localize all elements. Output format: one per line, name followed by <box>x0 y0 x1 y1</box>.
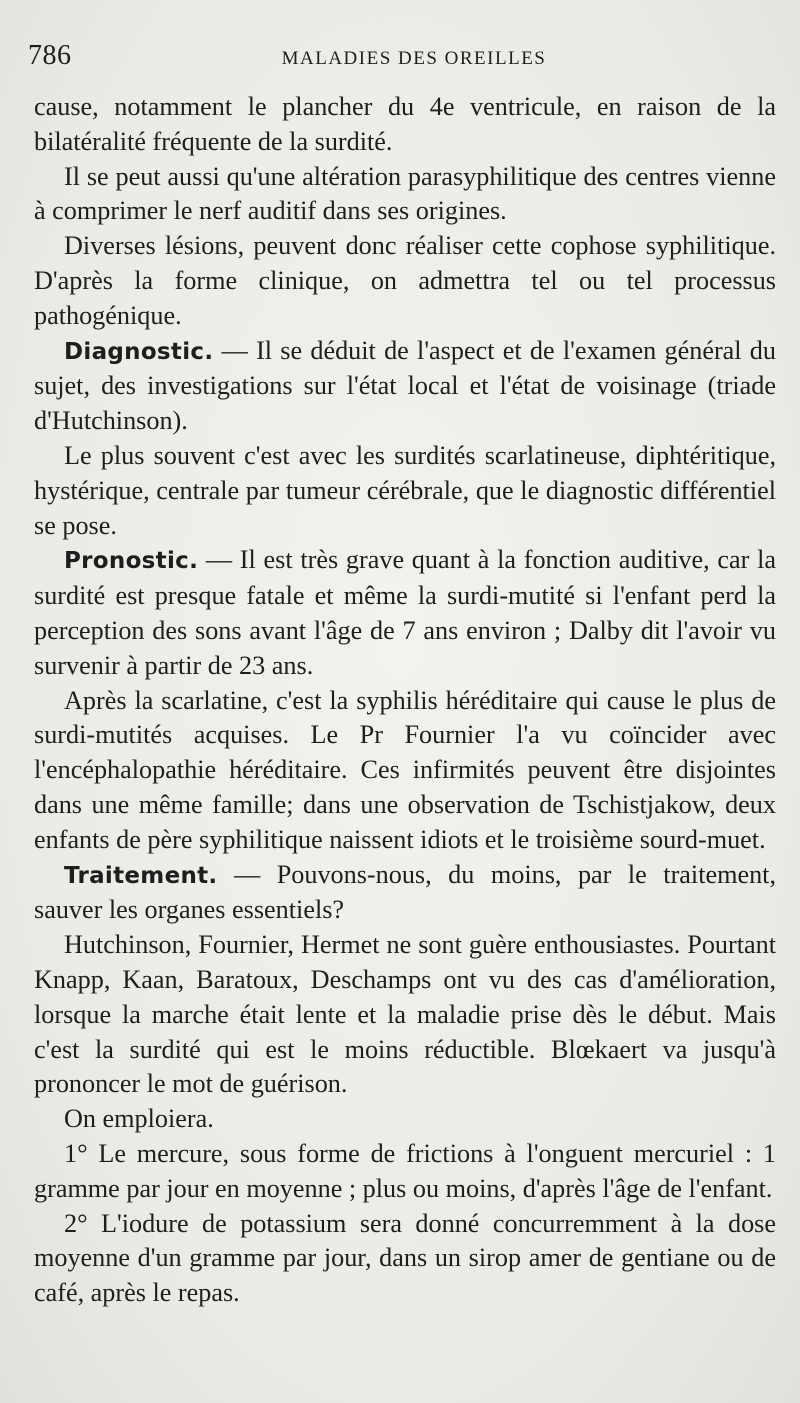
section-diagnostic: Diagnostic. — Il se déduit de l'aspect et de l'examen général du sujet, des investigations sur l'état local et l'état de voisinage (triade d'Hutchinson). <box>34 335 776 436</box>
section-heading: Traitement. <box>64 862 218 889</box>
page-header <box>28 40 770 76</box>
section-traitement: Traitement. — Pouvons-nous, du moins, par le traitement, sauver les organes essentiels? <box>34 859 776 925</box>
section-pronostic: Pronostic. — Il est très grave quant à la fonction auditive, car la surdité est presque fatale et même la surdi-mutité si l'enfant perd la perception des sons avant l'âge de 7 ans environ ; Dalby dit l'avoir vu survenir à partir de 23 ans. <box>34 545 776 680</box>
paragraph: Après la scarlatine, c'est la syphilis héréditaire qui cause le plus de surdi-mutités acquises. Le Pr Fournier l'a vu coïncider avec l'encéphalopathie héréditaire. Ces infirmités peuvent être disjointes dans une même famille; dans une observation de Tschistjakow, deux enfants de père syphilitique naissent idiots et le troisième sourd-muet. <box>34 685 776 854</box>
paragraph: Il se peut aussi qu'une altération parasyphilitique des centres vienne à comprimer le nerf auditif dans ses origines. <box>34 161 776 226</box>
body-text <box>34 90 776 1311</box>
list-item: 2° L'iodure de potassium sera donné concurremment à la dose moyenne d'un gramme par jour, dans un sirop amer de gentiane ou de café, après le repas. <box>34 1208 776 1308</box>
paragraph: Hutchinson, Fournier, Hermet ne sont guère enthousiastes. Pourtant Knapp, Kaan, Baratoux, Deschamps ont vu des cas d'amélioration, lorsque la marche était lente et la maladie prise dès le début. Mais c'est la surdité qui est le moins réductible. Blœkaert va jusqu'à prononcer le mot de guérison. <box>34 930 776 1099</box>
paragraph: On emploiera. <box>64 1104 214 1134</box>
section-heading: Pronostic. <box>64 548 199 575</box>
section-heading: Diagnostic. <box>64 338 214 365</box>
paragraph: cause, notamment le plancher du 4e ventricule, en raison de la bilatéralité fréquente de la surdité. <box>34 92 776 156</box>
list-item: 1° Le mercure, sous forme de frictions à l'onguent mercuriel : 1 gramme par jour en moyenne ; plus ou moins, d'après l'âge de l'enfant. <box>34 1138 776 1203</box>
page-number: 786 <box>28 40 72 71</box>
paragraph: Le plus souvent c'est avec les surdités scarlatineuse, diphtéritique, hystérique, centrale par tumeur cérébrale, que le diagnostic différentiel se pose. <box>34 440 776 540</box>
running-title: MALADIES DES OREILLES <box>281 48 547 69</box>
paragraph: Diverses lésions, peuvent donc réaliser cette cophose syphilitique. D'après la forme clinique, on admettra tel ou tel processus pathogénique. <box>34 231 776 330</box>
